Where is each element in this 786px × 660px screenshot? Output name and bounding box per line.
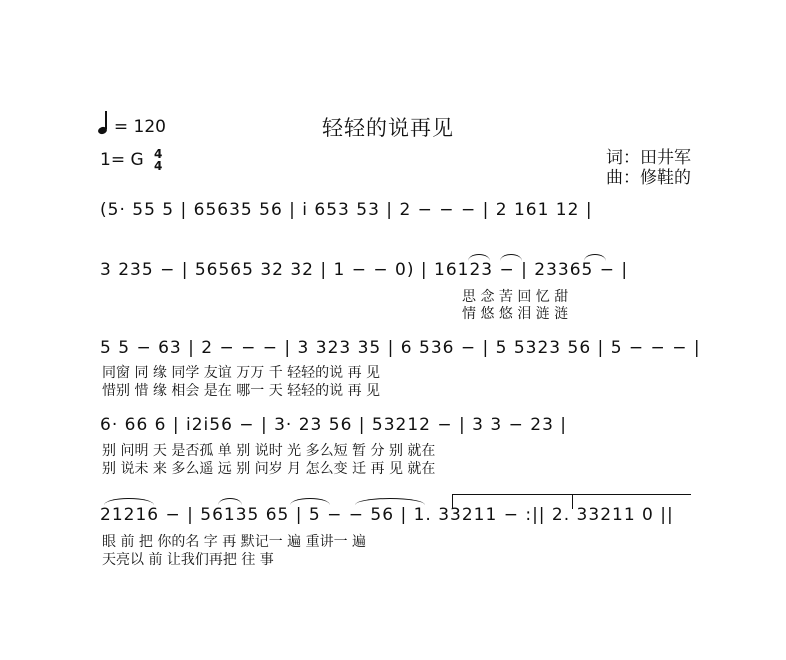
lyrics-line-2-verse-2: 情 悠 悠 泪 涟 涟 — [462, 306, 569, 322]
lyrics-line-5-verse-1: 眼 前 把 你的名 字 再 默记一 遍 重讲一 遍 — [102, 534, 367, 550]
score-line-4: 6· 66 6 | i2i56 − | 3· 23 56 | 53212 − | 3 3 − 23 | — [100, 415, 568, 435]
lyrics-line-5-verse-2: 天亮以 前 让我们再把 往 事 — [102, 552, 274, 568]
lyrics-line-2-verse-1: 思 念 苦 回 忆 甜 — [462, 289, 569, 305]
slur — [355, 498, 425, 505]
lyrics-line-4-verse-2: 别 说未 来 多么遥 远 别 问岁 月 怎么变 迁 再 见 就在 — [102, 461, 436, 477]
meter-top: 4 — [154, 147, 163, 161]
slur — [290, 498, 330, 505]
slur — [218, 498, 242, 505]
lyrics-line-3-verse-1: 同窗 同 缘 同学 友谊 万万 千 轻轻的说 再 见 — [102, 365, 381, 381]
tempo-marking — [98, 114, 166, 137]
slur — [104, 498, 154, 505]
composer: 曲：修鞋的 — [606, 168, 691, 188]
meter-bottom: 4 — [154, 159, 163, 173]
quarter-note-icon — [98, 117, 109, 137]
score-line-3: 5 5 − 63 | 2 − − − | 3 323 35 | 6 536 − | 5 5323 56 | 5 − − − | — [100, 338, 701, 358]
score-line-1: (5· 55 5 | 65635 56 | i 653 53 | 2 − − − | 2 161 12 | — [100, 200, 593, 220]
slur — [500, 254, 522, 261]
volta-bracket-1 — [452, 494, 573, 509]
time-signature — [154, 148, 162, 172]
slur — [584, 254, 606, 261]
score-line-5: 21216 − | 56135 65 | 5 − − 56 | 1. 33211 − :|| 2. 33211 0 || — [100, 505, 674, 525]
score-line-2: 3 235 − | 56565 32 32 | 1 − − 0) | 16123 − | 23365 − | — [100, 260, 629, 280]
lyrics-line-4-verse-1: 别 问明 天 是否孤 单 别 说时 光 多么短 暂 分 别 就在 — [102, 443, 436, 459]
slur — [468, 254, 490, 261]
volta-bracket-2 — [572, 494, 691, 509]
key-signature: 1= G — [100, 150, 144, 170]
tempo-value: = 120 — [113, 117, 167, 137]
lyrics-line-3-verse-2: 惜别 惜 缘 相会 是在 哪一 天 轻轻的说 再 见 — [102, 383, 381, 399]
song-title: 轻轻的说再见 — [322, 116, 454, 140]
lyricist: 词：田井军 — [606, 148, 691, 168]
